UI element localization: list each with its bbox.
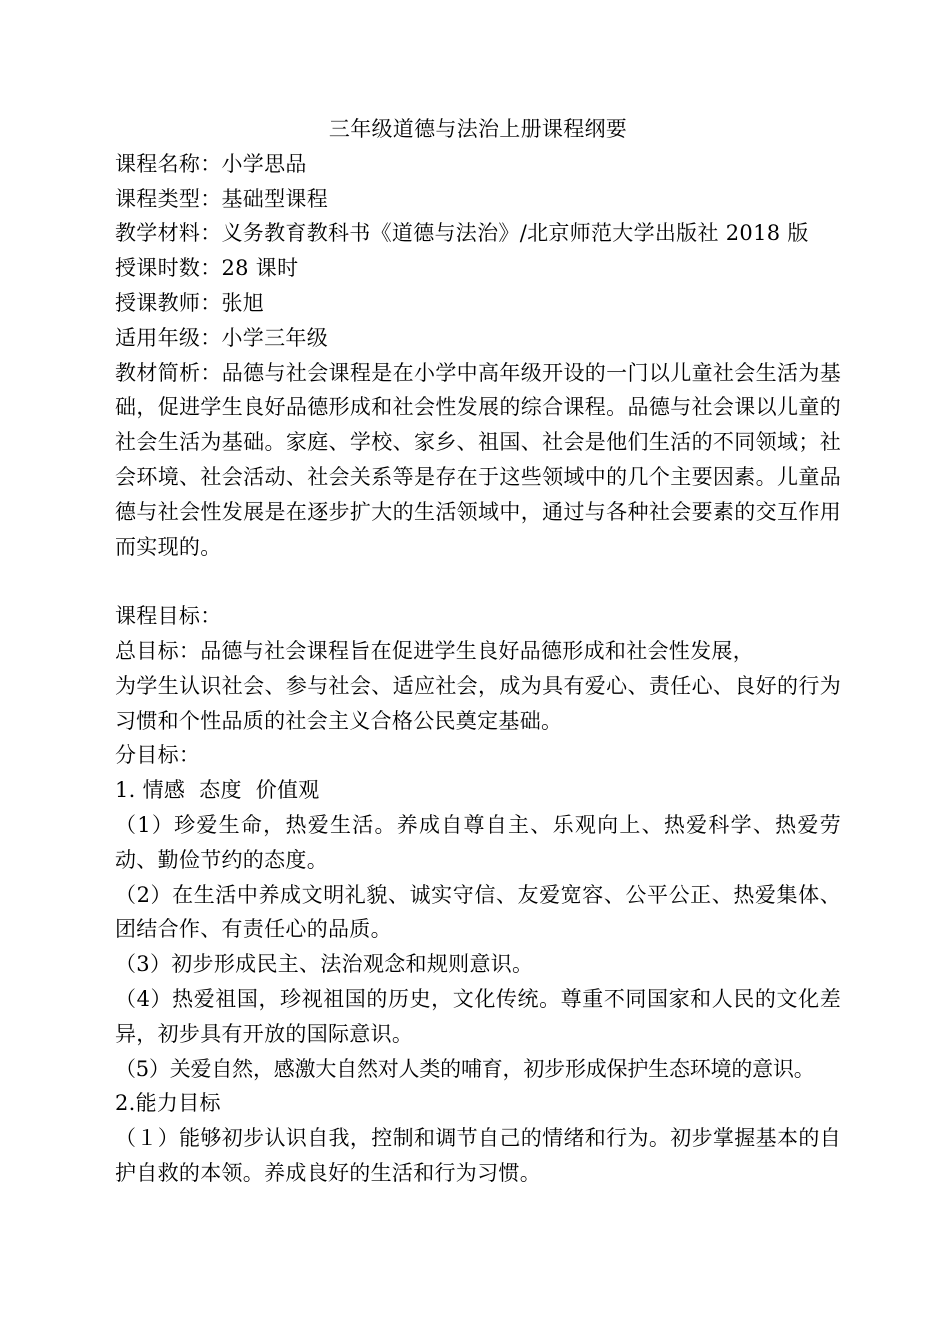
paragraph-spacer — [115, 564, 841, 599]
section-1-item: （5）关爱自然，感激大自然对人类的哺育，初步形成保护生态环境的意识。 — [115, 1056, 815, 1081]
section-2-item: （１）能够初步认识自我，控制和调节自己的情绪和行为。初步掌握基本的自护自救的本领。养成良好的生活和行为习惯。 — [115, 1126, 841, 1185]
document-body — [115, 112, 841, 1191]
section-1-item: （1）珍爱生命，热爱生活。养成自尊自主、乐观向上、热爱科学、热爱劳动、勤俭节约的态度。 — [115, 812, 841, 872]
section-1-item: （4）热爱祖国，珍视祖国的历史，文化传统。尊重不同国家和人民的文化差异，初步具有开放的国际意识。 — [115, 986, 841, 1046]
course-name-line: 课程名称：小学思品 — [115, 151, 307, 176]
section-1-item: （2）在生活中养成文明礼貌、诚实守信、友爱宽容、公平公正、热爱集体、团结合作、有责任心的品质。 — [115, 882, 841, 942]
course-goals-heading: 课程目标： — [115, 604, 222, 629]
section-1-heading: 1. 情感 态度 价值观 — [115, 778, 320, 803]
teaching-materials-line: 教学材料：义务教育教科书《道德与法治》/北京师范大学出版社 2018 版 — [115, 221, 809, 246]
overall-goal-continuation: 为学生认识社会、参与社会、适应社会，成为具有爱心、责任心、良好的行为习惯和个性品质的社会主义合格公民奠定基础。 — [115, 673, 841, 733]
document-title: 三年级道德与法治上册课程纲要 — [328, 117, 628, 141]
teaching-hours-line: 授课时数：28 课时 — [115, 256, 299, 281]
grade-line: 适用年级：小学三年级 — [115, 325, 328, 350]
section-1-item: （3）初步形成民主、法治观念和规则意识。 — [115, 952, 534, 977]
overall-goal-line: 总目标：品德与社会课程旨在促进学生良好品德形成和社会性发展， — [115, 638, 754, 663]
course-type-line: 课程类型：基础型课程 — [115, 186, 328, 211]
sub-goals-heading: 分目标： — [115, 743, 201, 768]
section-2-heading: 2.能力目标 — [115, 1091, 221, 1116]
teacher-line: 授课教师：张旭 — [115, 290, 265, 315]
textbook-analysis-paragraph: 教材简析：品德与社会课程是在小学中高年级开设的一门以儿童社会生活为基础，促进学生良好品德形成和社会性发展的综合课程。品德与社会课以儿童的社会生活为基础。家庭、学校、家乡、祖国、社会是他们生活的不同领域；社会环境、社会活动、社会关系等是存在于这些领域中的几个主要因素。儿童品德与社会性发展是在逐步扩大的生活领域中，通过与各种社会要素的交互作用而实现的。 — [115, 360, 841, 559]
